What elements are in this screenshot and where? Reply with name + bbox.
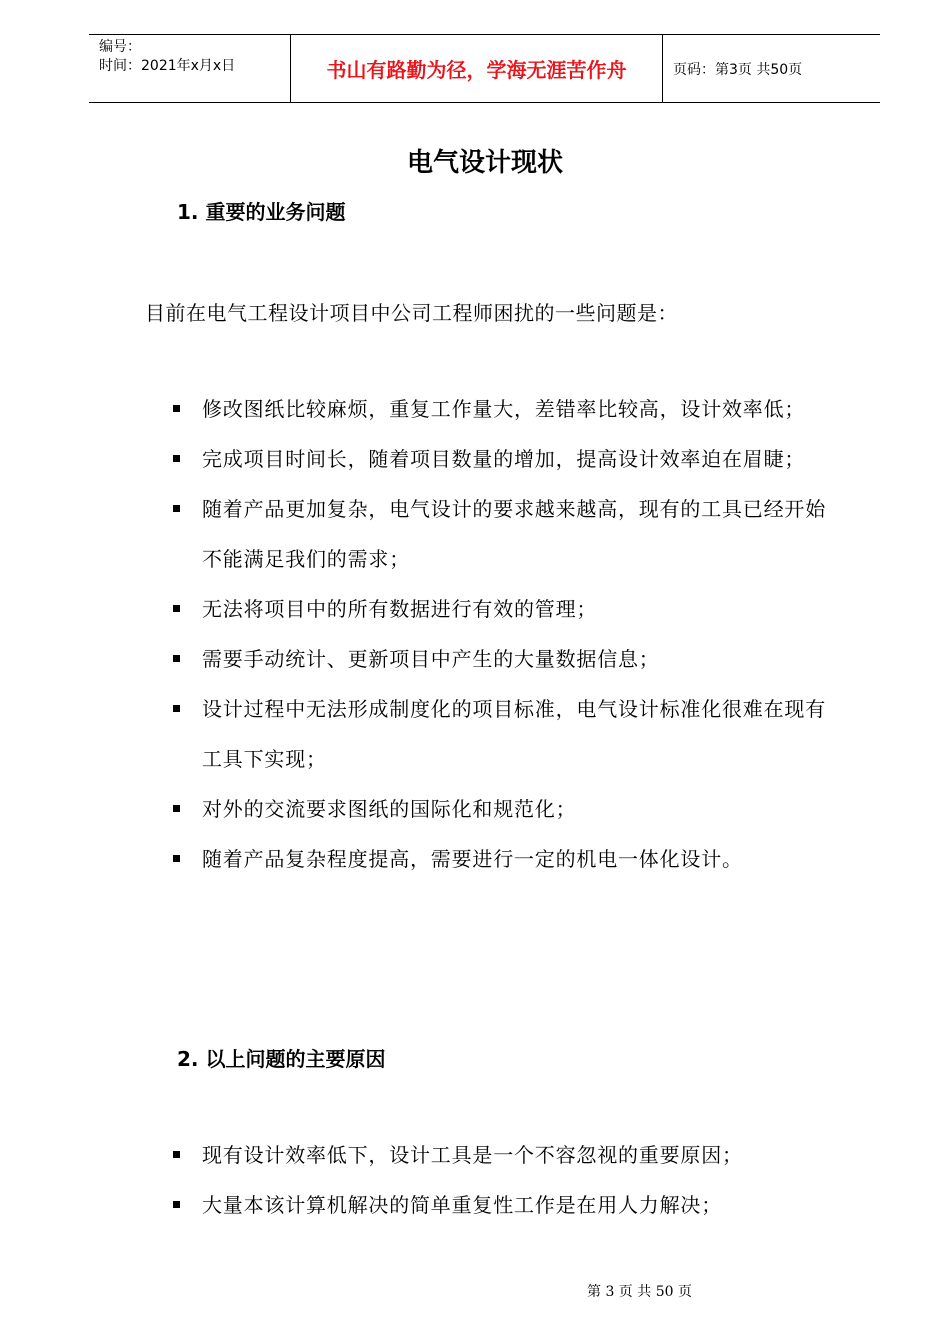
bullet-icon: [173, 1151, 180, 1158]
header-page-label: 页码：第3页 共50页: [673, 61, 803, 78]
page-header: [89, 34, 880, 103]
page-footer: 第 3 页 共 50 页: [587, 1284, 692, 1300]
list-item-text: 无法将项目中的所有数据进行有效的管理；: [202, 597, 598, 621]
list-item: [173, 684, 833, 784]
header-time-label: 时间：2021年x月x日: [99, 58, 236, 74]
list-item-text: 完成项目时间长，随着项目数量的增加，提高设计效率迫在眉睫；: [202, 447, 806, 471]
bullet-icon: [173, 505, 180, 512]
list-item-text: 现有设计效率低下，设计工具是一个不容忽视的重要原因；: [202, 1143, 743, 1167]
section1-intro: 目前在电气工程设计项目中公司工程师困扰的一些问题是：: [145, 301, 678, 325]
section1-list: [173, 384, 833, 884]
bullet-icon: [173, 405, 180, 412]
list-item: [173, 584, 833, 634]
list-item-text: 修改图纸比较麻烦，重复工作量大，差错率比较高，设计效率低；: [202, 397, 806, 421]
section2-list: [173, 1130, 833, 1230]
list-item: [173, 784, 833, 834]
document-title: 电气设计现状: [406, 148, 563, 178]
section2-heading: 2. 以上问题的主要原因: [177, 1047, 386, 1071]
list-item: [173, 434, 833, 484]
bullet-icon: [173, 655, 180, 662]
section1-heading: 1. 重要的业务问题: [177, 200, 346, 224]
bullet-icon: [173, 805, 180, 812]
bullet-icon: [173, 705, 180, 712]
list-item-text: 需要手动统计、更新项目中产生的大量数据信息；: [202, 647, 660, 671]
list-item-text: 随着产品更加复杂，电气设计的要求越来越高，现有的工具已经开始不能满足我们的需求；: [202, 497, 826, 571]
bullet-icon: [173, 1201, 180, 1208]
list-item: [173, 1130, 833, 1180]
list-item: [173, 1180, 833, 1230]
bullet-icon: [173, 455, 180, 462]
bullet-icon: [173, 605, 180, 612]
list-item: [173, 834, 833, 884]
header-meta: [89, 35, 291, 102]
list-item: [173, 484, 833, 584]
list-item: [173, 634, 833, 684]
list-item-text: 大量本该计算机解决的简单重复性工作是在用人力解决；: [202, 1193, 722, 1217]
header-motto: 书山有路勤为径，学海无涯苦作舟: [291, 35, 663, 102]
list-item-text: 随着产品复杂程度提高，需要进行一定的机电一体化设计。: [202, 847, 743, 871]
list-item: [173, 384, 833, 434]
list-item-text: 对外的交流要求图纸的国际化和规范化；: [202, 797, 577, 821]
header-id-label: 编号：: [99, 39, 141, 55]
list-item-text: 设计过程中无法形成制度化的项目标准，电气设计标准化很难在现有工具下实现；: [202, 697, 826, 771]
bullet-icon: [173, 855, 180, 862]
